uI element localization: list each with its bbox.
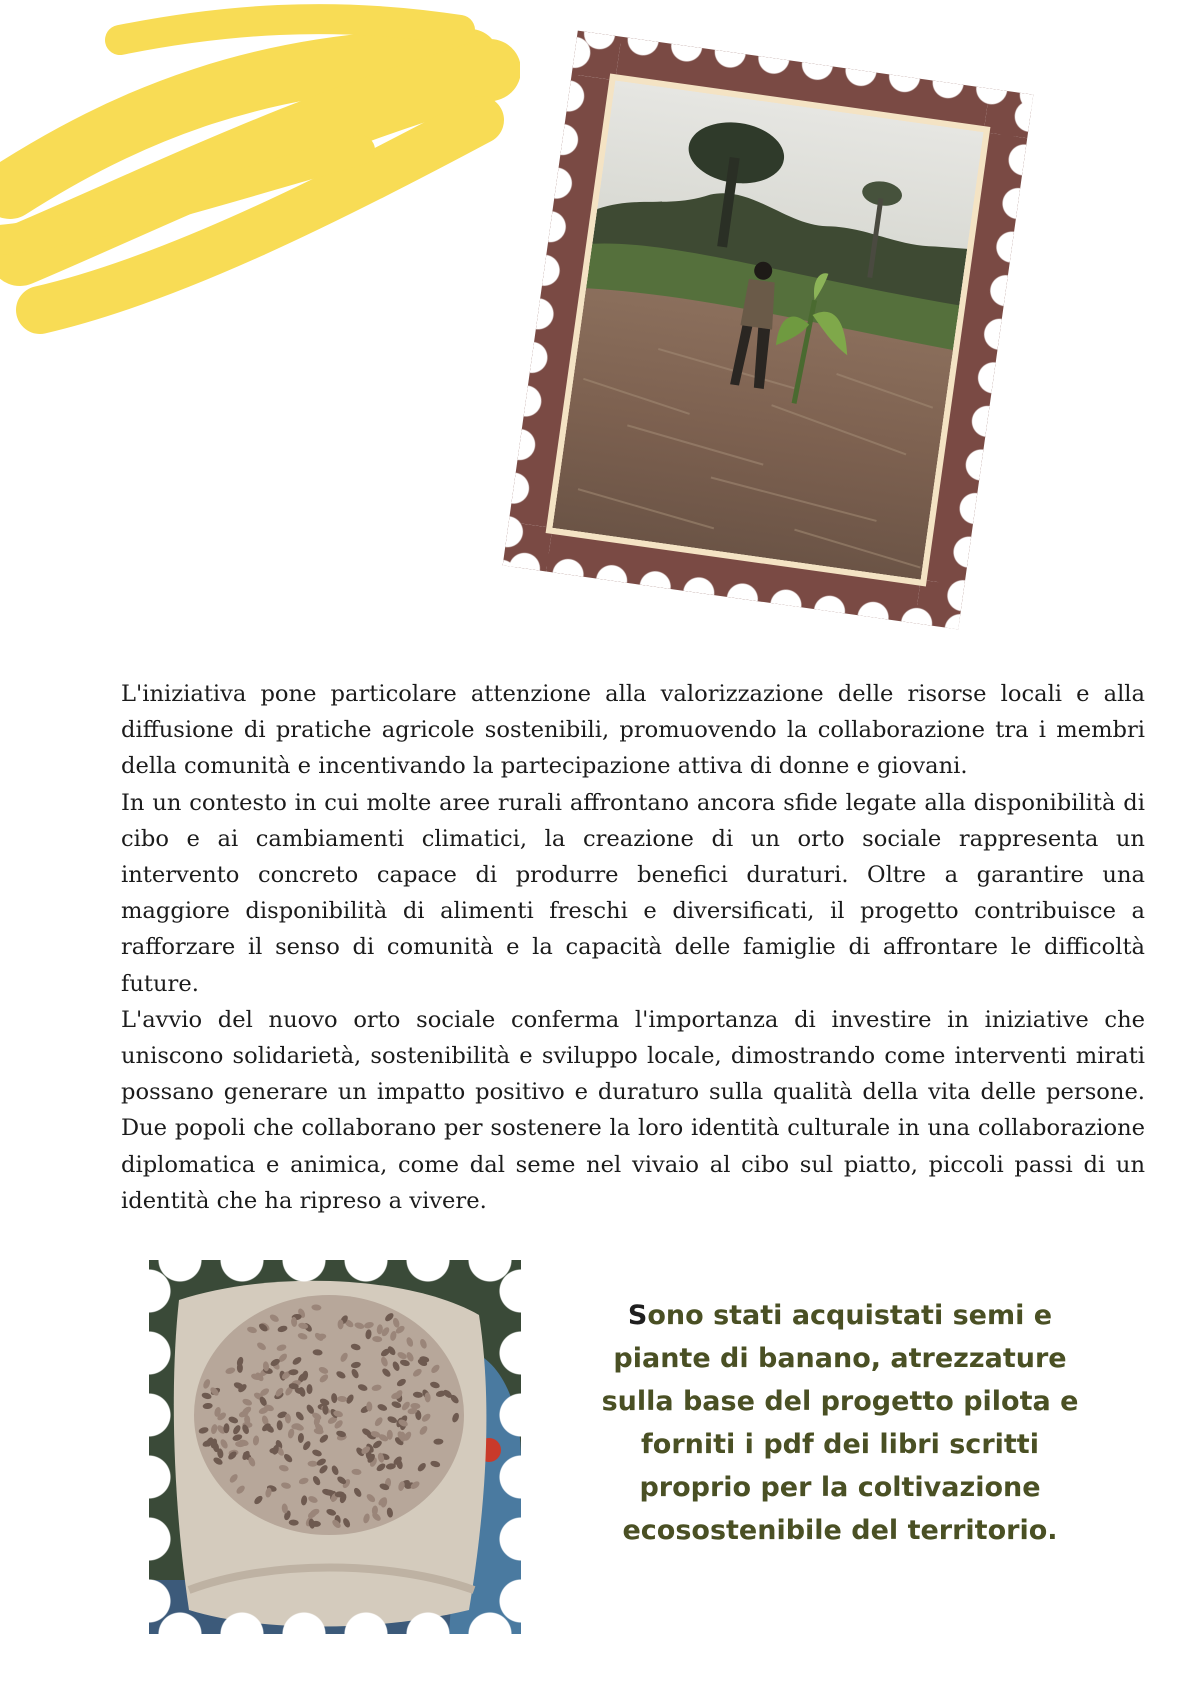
caption-line-3: sulla base del progetto pilota e <box>601 1386 1079 1417</box>
paragraph-3: L'avvio del nuovo orto sociale conferma l'importanza di investire in iniziative che uniscono solidarietà, sostenibilità e sviluppo locale, dimostrando come interventi mirati possano generare un impatto positivo e duraturo sulla qualità della vita delle persone. Due popoli che collaborano per sostenere la loro identità culturale in una collaborazione diplomatica e animica, come dal seme nel vivaio al cibo sul piatto, piccoli passi di un identità che ha ripreso a vivere. <box>121 1006 1145 1214</box>
stamp-frame <box>503 31 1034 630</box>
bean <box>338 1319 344 1329</box>
caption-line-6: ecosostenibile del territorio. <box>622 1515 1058 1546</box>
caption-line-1: ono stati acquistati semi e <box>647 1300 1053 1331</box>
yellow-brush-scribble <box>0 0 520 340</box>
bean <box>307 1384 313 1394</box>
paragraph-1: L'iniziativa pone particolare attenzione alla valorizzazione delle risorse locali e alla diffusione di pratiche agricole sostenibili, promuovendo la collaborazione tra i membri della comunità e incentivando la partecipazione attiva di donne e giovani. <box>121 681 1145 780</box>
field-photo <box>552 80 983 579</box>
caption-first-letter: S <box>627 1300 648 1331</box>
caption-line-4: forniti i pdf dei libri scritti <box>641 1429 1039 1460</box>
seed-sack-photo <box>149 1260 521 1634</box>
caption-text <box>600 1294 1080 1552</box>
caption-line-2: piante di banano, atrezzature <box>613 1343 1067 1374</box>
stamp-mat <box>546 74 991 587</box>
paragraph-2: In un contesto in cui molte aree rurali affrontano ancora sfide legate alla disponibilità di cibo e ai cambiamenti climatici, la creazione di un orto sociale rappresenta un intervento concreto capace di produrre benefici duraturi. Oltre a garantire una maggiore disponibilità di alimenti freschi e diversificati, il progetto contribuisce a rafforzare il senso di comunità e la capacità delle famiglie di affrontare le difficoltà future. <box>121 789 1145 997</box>
body-text <box>121 676 1145 1219</box>
caption-line-5: proprio per la coltivazione <box>639 1472 1041 1503</box>
